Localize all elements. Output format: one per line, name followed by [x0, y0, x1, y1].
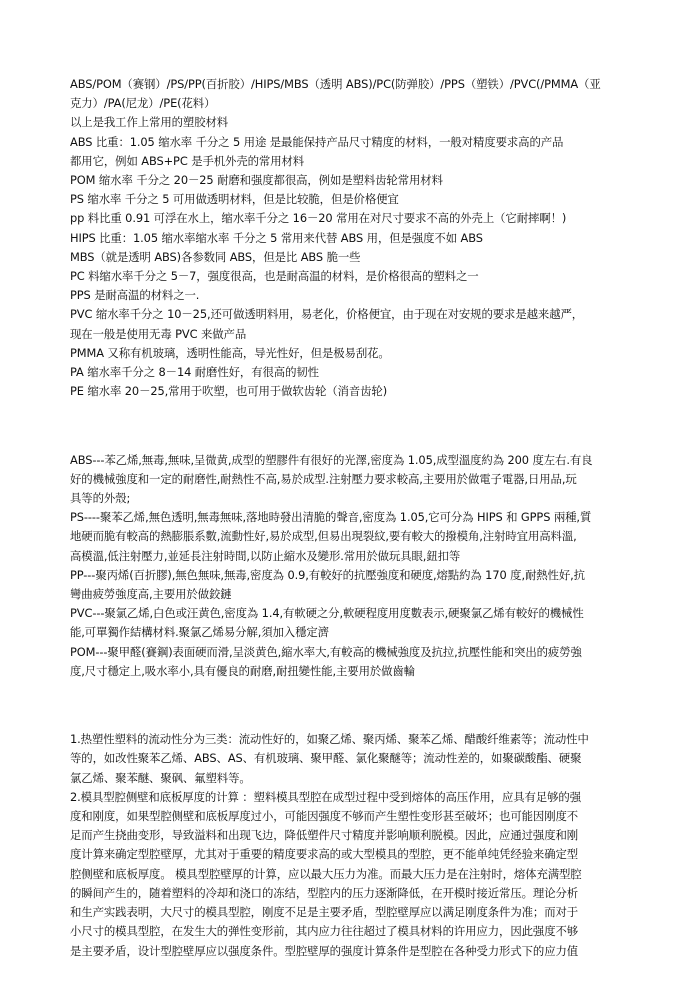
section-gap — [70, 681, 640, 711]
text-line: PP---聚丙烯(百折膠),無色無味,無毒,密度為 0.9,有較好的抗壓強度和硬度,熔點約為 170 度,耐熱性好,抗 — [70, 567, 585, 582]
text-line: PPS 是耐高温的材料之一. — [70, 288, 200, 303]
text-line: PVC---聚氯乙烯,白色或汪黄色,密度為 1.4,有軟硬之分,軟硬程度用度數表示,硬聚氯乙烯有較好的機械性 — [70, 606, 584, 621]
text-line: 度和刚度，如果型腔侧壁和底板厚度过小，可能因强度不够而产生塑性变形甚至破坏；也可能因刚度不 — [70, 809, 579, 824]
text-line: 度计算来确定型腔壁厚，尤其对于重要的精度要求高的或大型模具的型腔，更不能单纯凭经验来确定型 — [70, 847, 579, 862]
section-gap — [70, 711, 640, 730]
section-gap — [70, 431, 640, 450]
text-line: ABS 比重：1.05 缩水率 千分之 5 用途 是最能保持产品尺寸精度的材料，一般对精度要求高的产品 — [70, 134, 564, 149]
text-line: 氯乙烯、聚苯醚、聚砜、氟塑料等。 — [70, 770, 251, 785]
text-line: PVC 缩水率千分之 10－25,还可做透明料用，易老化，价格便宜，由于现在对安规的要求是越来越严， — [70, 307, 584, 322]
text-line: POM---聚甲醛(賽鋼)表面硬而滑,呈淡黄色,縮水率大,有較高的機械強度及抗拉,抗壓性能和突出的疲勞強 — [70, 644, 582, 659]
section-materials-list — [70, 75, 640, 401]
text-line: 小尺寸的模具型腔，在发生大的弹性变形前，其内应力往往超过了模具材料的许用应力，因此强度不够 — [70, 924, 579, 939]
text-line: 和生产实践表明，大尺寸的模具型腔，刚度不足是主要矛盾，型腔壁厚应以满足刚度条件为准；而对于 — [70, 905, 579, 920]
text-line: 是主要矛盾，设计型腔壁厚应以强度条件。型腔壁厚的强度计算条件是型腔在各种受力形式下的应力值 — [70, 943, 579, 958]
text-line: MBS（就是透明 ABS)各参数同 ABS，但是比 ABS 脆一些 — [70, 249, 361, 264]
text-line: PS 缩水率 千分之 5 可用做透明材料，但是比较脆，但是价格便宜 — [70, 192, 399, 207]
text-line: 高模溫,低注射壓力,並延長注射時間,以防止縮水及變形.常用於做玩具眼,鈕扣等 — [70, 548, 461, 563]
text-line: POM 缩水率 千分之 20－25 耐磨和强度都很高，例如是塑料齿轮常用材料 — [70, 173, 443, 188]
text-line: 现在一般是使用无毒 PVC 来做产品 — [70, 326, 247, 341]
text-line: 1.热塑性塑料的流动性分为三类：流动性好的，如聚乙烯、聚丙烯、聚苯乙烯、醋酸纤维素等；流动性中 — [70, 732, 589, 747]
section-gap — [70, 401, 640, 431]
text-line: 足而产生挠曲变形，导致溢料和出现飞边，降低塑件尺寸精度并影响顺利脱模。因此，应通过强度和刚 — [70, 828, 579, 843]
section-materials-traditional — [70, 451, 640, 681]
text-line: pp 料比重 0.91 可浮在水上，缩水率千分之 16－20 常用在对尺寸要求不高的外壳上（它耐摔啊！) — [70, 211, 567, 226]
section-flow-and-wall-thickness — [70, 730, 640, 960]
text-line: 以上是我工作上常用的塑胶材料 — [70, 115, 229, 130]
text-line: PMMA 又称有机玻璃，透明性能高，导光性好，但是极易刮花。 — [70, 345, 390, 360]
text-line: 地硬而脆有較高的熱膨脹系數,流動性好,易於成型,但易出現裂紋,要有較大的撥模角,注射時宜用高料溫, — [70, 529, 577, 544]
text-line: PC 料缩水率千分之 5－7，强度很高，也是耐高温的材料，是价格很高的塑料之一 — [70, 269, 479, 284]
text-line: 的瞬间产生的，随着塑料的冷却和浇口的冻结，型腔内的压力逐渐降低，在开模时接近常压。理论分析 — [70, 885, 579, 900]
text-line: 能,可單獨作結構材料.聚氯乙烯易分解,須加入穩定濟 — [70, 625, 329, 640]
text-line: 度,尺寸穩定上,吸水率小,具有優良的耐磨,耐扭變性能,主要用於做齒輪 — [70, 663, 416, 678]
text-line: 等的，如改性聚苯乙烯、ABS、AS、有机玻璃、聚甲醛、氯化聚醚等；流动性差的，如聚碳酸酯、硬聚 — [70, 751, 582, 766]
text-line: ABS/POM（赛钢）/PS/PP(百折胶）/HIPS/MBS（透明 ABS)/PC(防弹胶）/PPS（塑铁）/PVC(/PMMA（亚 — [70, 77, 601, 91]
text-line: PS----聚苯乙烯,無色透明,無毒無味,落地時發出清脆的聲音,密度為 1.05,它可分為 HIPS 和 GPPS 兩種,質 — [70, 510, 592, 525]
text-line: PE 缩水率 20－25,常用于吹塑，也可用于做软齿轮（消音齿轮) — [70, 384, 388, 399]
text-line: ABS---苯乙烯,無毒,無味,呈微黄,成型的塑膠件有很好的光澤,密度為 1.05,成型溫度約為 200 度左右.有良 — [70, 452, 593, 467]
text-line: 好的機械強度和一定的耐磨性,耐熱性不高,易於成型.注射壓力要求較高,主要用於做電子電器,日用品,玩 — [70, 471, 577, 486]
text-line: 2.模具型腔侧壁和底板厚度的计算 ：塑料模具型腔在成型过程中受到熔体的高压作用，应具有足够的强 — [70, 789, 581, 804]
text-line: 都用它，例如 ABS+PC 是手机外壳的常用材料 — [70, 153, 305, 168]
text-line: 腔侧壁和底板厚度。 模具型腔壁厚的计算，应以最大压力为准。而最大压力是在注射时，熔体充满型腔 — [70, 866, 582, 881]
text-line: 彎曲疲勞強度高,主要用於做鉸鏈 — [70, 587, 232, 602]
text-line: PA 缩水率千分之 8－14 耐磨性好，有很高的韧性 — [70, 365, 319, 380]
text-line: 具等的外殼; — [70, 491, 131, 506]
text-line: 克力）/PA(尼龙）/PE(花料） — [70, 96, 216, 111]
text-line: HIPS 比重：1.05 缩水率缩水率 千分之 5 常用来代替 ABS 用，但是强度不如 ABS — [70, 230, 483, 245]
